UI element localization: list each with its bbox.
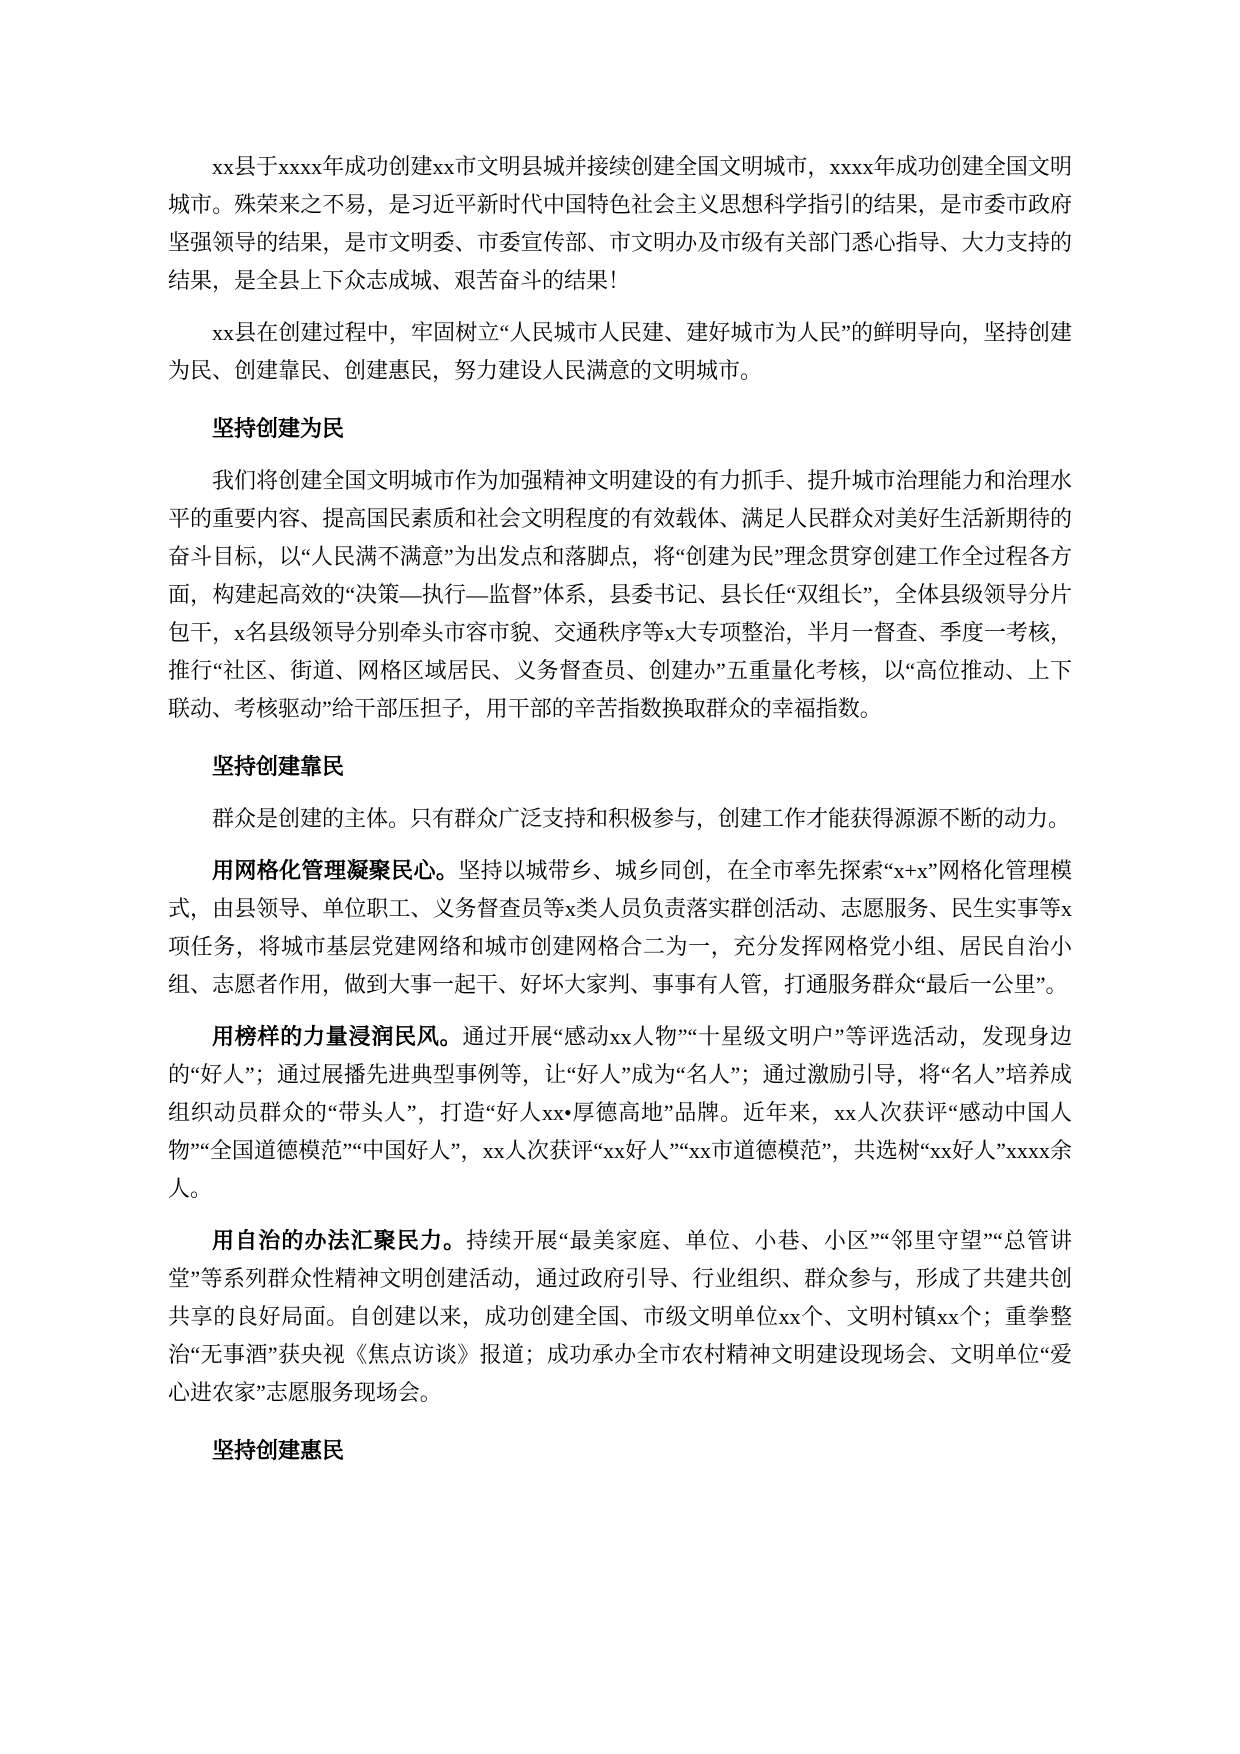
paragraph-text: 我们将创建全国文明城市作为加强精神文明建设的有力抓手、提升城市治理能力和治理水平的重要内容、提高国民素质和社会文明程度的有效载体、满足人民群众对美好生活新期待的奋斗目标，以“人民满不满意”为出发点和落脚点，将“创建为民”理念贯穿创建工作全过程各方面，构建起高效的“决策—执行—监督”体系，县委书记、县长任“双组长”，全体县级领导分片包干，x名县级领导分别牵头市容市貌、交通秩序等x大专项整治，半月一督查、季度一考核，推行“社区、街道、网格区域居民、义务督查员、创建办”五重量化考核，以“高位推动、上下联动、考核驱动”给干部压担子，用干部的辛苦指数换取群众的幸福指数。: [168, 468, 1072, 721]
section-heading: 坚持创建为民: [212, 416, 345, 441]
paragraph: [168, 1222, 1072, 1412]
paragraph: [168, 148, 1072, 300]
paragraph: [168, 800, 1072, 838]
paragraph-text: xx县于xxxx年成功创建xx市文明县城并接续创建全国文明城市，xxxx年成功创建全国文明城市。殊荣来之不易，是习近平新时代中国特色社会主义思想科学指引的结果，是市委市政府坚强领导的结果，是市文明委、市委宣传部、市文明办及市级有关部门悉心指导、大力支持的结果，是全县上下众志成城、艰苦奋斗的结果！: [168, 154, 1072, 293]
paragraph-text: 通过开展“感动xx人物”“十星级文明户”等评选活动，发现身边的“好人”；通过展播先进典型事例等，让“好人”成为“名人”；通过激励引导，将“名人”培养成组织动员群众的“带头人”，打造“好人xx•厚德高地”品牌。近年来，xx人次获评“感动中国人物”“全国道德模范”“中国好人”，xx人次获评“xx好人”“xx市道德模范”，共选树“xx好人”xxxx余人。: [168, 1024, 1072, 1201]
paragraph: [168, 852, 1072, 1004]
section-heading: 坚持创建惠民: [212, 1438, 345, 1463]
paragraph: [168, 314, 1072, 390]
paragraph-text: 坚持以城带乡、城乡同创，在全市率先探索“x+x”网格化管理模式，由县领导、单位职工、义务督查员等x类人员负责落实群创活动、志愿服务、民生实事等x项任务，将城市基层党建网络和城市创建网格合二为一，充分发挥网格党小组、居民自治小组、志愿者作用，做到大事一起干、好坏大家判、事事有人管，打通服务群众“最后一公里”。: [168, 858, 1072, 997]
paragraph-text: 持续开展“最美家庭、单位、小巷、小区”“邻里守望”“总管讲堂”等系列群众性精神文明创建活动，通过政府引导、行业组织、群众参与，形成了共建共创共享的良好局面。自创建以来，成功创建全国、市级文明单位xx个、文明村镇xx个；重拳整治“无事酒”获央视《焦点访谈》报道；成功承办全市农村精神文明建设现场会、文明单位“爱心进农家”志愿服务现场会。: [168, 1228, 1073, 1405]
paragraph: [168, 1018, 1072, 1208]
paragraph-text: xx县在创建过程中，牢固树立“人民城市人民建、建好城市为人民”的鲜明导向，坚持创建为民、创建靠民、创建惠民，努力建设人民满意的文明城市。: [168, 320, 1072, 383]
paragraph-lead: 用自治的办法汇聚民力。: [212, 1228, 467, 1253]
paragraph: [168, 462, 1072, 728]
section-heading: 坚持创建靠民: [212, 754, 345, 779]
paragraph-text: 群众是创建的主体。只有群众广泛支持和积极参与，创建工作才能获得源源不断的动力。: [212, 806, 1071, 831]
paragraph-lead: 用网格化管理凝聚民心。: [212, 858, 459, 883]
paragraph-lead: 用榜样的力量浸润民风。: [212, 1024, 463, 1049]
